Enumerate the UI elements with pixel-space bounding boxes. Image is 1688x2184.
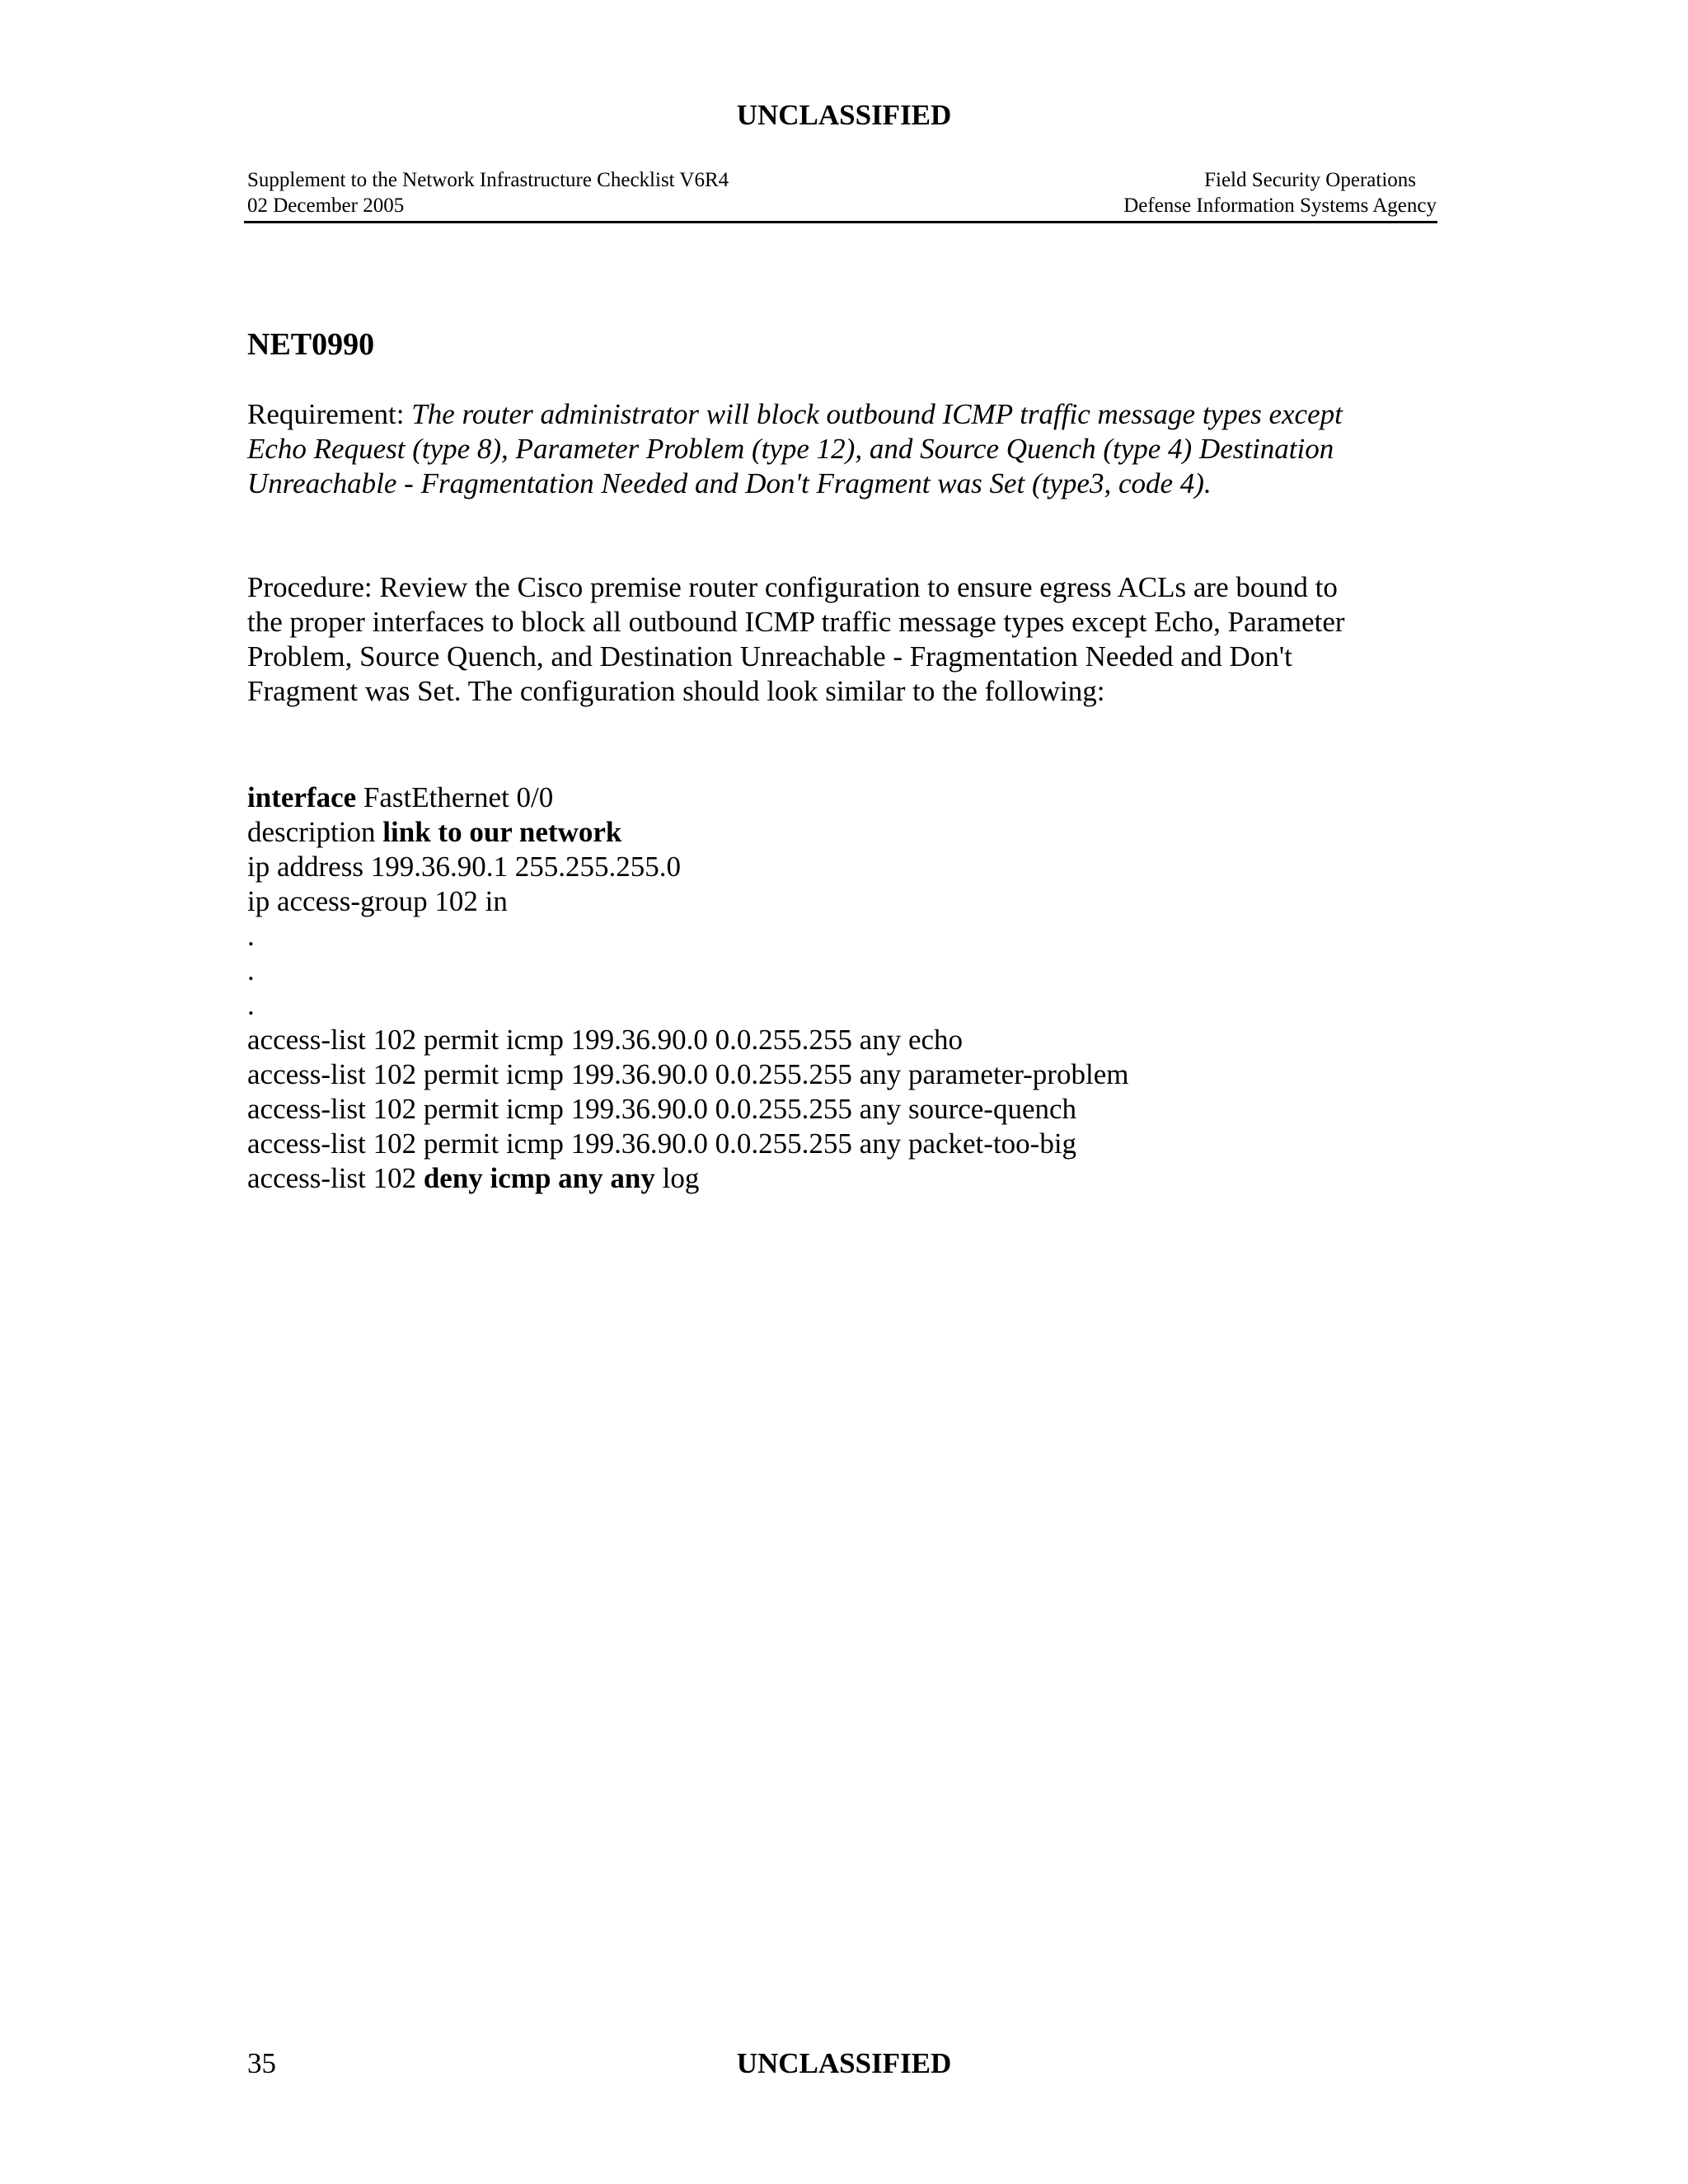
- page-number: 35: [247, 2047, 276, 2079]
- config-text: description: [247, 816, 383, 848]
- procedure-paragraph: [247, 570, 1451, 709]
- config-example: [247, 780, 1128, 1196]
- header-document-date: 02 December 2005: [247, 194, 405, 217]
- header-organization: Defense Information Systems Agency: [1123, 194, 1437, 217]
- header-divider: [244, 221, 1437, 223]
- config-ellipsis-dot: .: [247, 989, 255, 1021]
- requirement-label: Requirement:: [247, 398, 412, 430]
- header-document-title: Supplement to the Network Infrastructure Checklist V6R4: [247, 169, 729, 191]
- config-acl-line: [247, 1161, 1128, 1196]
- config-line: ip access-group 102 in: [247, 885, 508, 917]
- config-keyword: deny icmp any any: [423, 1162, 655, 1194]
- requirement-text-line-2: Echo Request (type 8), Parameter Problem (type 12), and Source Quench (type 4) Destination: [247, 433, 1334, 465]
- config-acl-line: access-list 102 permit icmp 199.36.90.0 0.0.255.255 any source-quench: [247, 1093, 1077, 1125]
- procedure-line-2: the proper interfaces to block all outbound ICMP traffic message types except Echo, Parameter: [247, 606, 1345, 638]
- top-classification-marking: UNCLASSIFIED: [736, 99, 952, 131]
- config-ellipsis-dot: .: [247, 954, 255, 987]
- bottom-classification-marking: UNCLASSIFIED: [736, 2047, 952, 2079]
- header-organization-unit: Field Security Operations: [1204, 169, 1416, 191]
- config-line: ip address 199.36.90.1 255.255.255.0: [247, 851, 681, 883]
- procedure-line-4: Fragment was Set. The configuration should look similar to the following:: [247, 675, 1105, 707]
- procedure-line-3: Problem, Source Quench, and Destination Unreachable - Fragmentation Needed and Don't: [247, 640, 1292, 673]
- config-ellipsis-dot: .: [247, 920, 255, 952]
- requirement-text-line-3: Unreachable - Fragmentation Needed and Don't Fragment was Set (type3, code 4).: [247, 467, 1212, 499]
- config-text: log: [654, 1162, 700, 1194]
- config-acl-line: access-list 102 permit icmp 199.36.90.0 0.0.255.255 any parameter-problem: [247, 1058, 1129, 1090]
- config-keyword: interface: [247, 781, 357, 813]
- config-acl-line: access-list 102 permit icmp 199.36.90.0 0.0.255.255 any echo: [247, 1024, 964, 1056]
- config-text: access-list 102: [247, 1162, 424, 1194]
- config-line: [247, 780, 1128, 815]
- config-text: FastEthernet 0/0: [356, 781, 554, 813]
- config-keyword: link to our network: [382, 816, 622, 848]
- section-title: NET0990: [247, 327, 375, 362]
- requirement-text-line-1: The router administrator will block outbound ICMP traffic message types except: [411, 398, 1343, 430]
- requirement-paragraph: [247, 397, 1451, 501]
- procedure-line-1: Procedure: Review the Cisco premise router configuration to ensure egress ACLs are bound to: [247, 571, 1338, 603]
- config-acl-line: access-list 102 permit icmp 199.36.90.0 0.0.255.255 any packet-too-big: [247, 1127, 1077, 1160]
- config-line: [247, 815, 1128, 850]
